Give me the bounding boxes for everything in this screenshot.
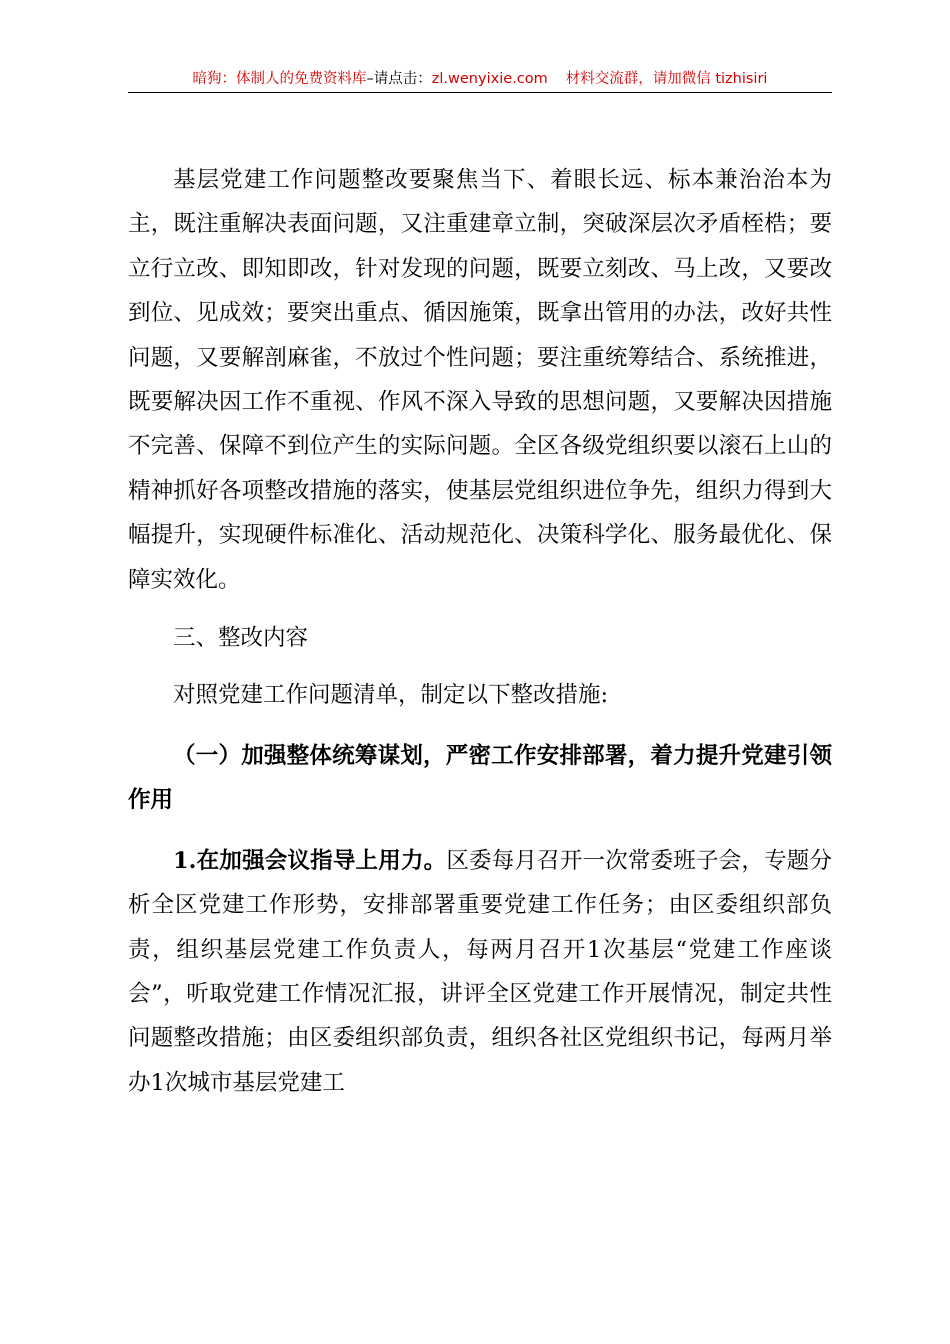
header-url-link[interactable]: zl.wenyixie.com xyxy=(431,71,548,87)
page-header xyxy=(128,66,832,93)
section-heading: 三、整改内容 xyxy=(173,625,309,652)
item-1-text: 区委每月召开一次常委班子会，专题分析全区党建工作形势，安排部署重要党建工作任务；由区委组织部负责，组织基层党建工作负责人，每两月召开1次基层“党建工作座谈会”，听取党建工作情况汇报，讲评全区党建工作开展情况，制定共性问题整改措施；由区委组织部负责，组织各社区党组织书记，每两月举办1次城市基层党建工 xyxy=(128,847,832,1096)
paragraph-rectification-principles: 基层党建工作问题整改要聚焦当下、着眼长远、标本兼治治本为主，既注重解决表面问题，又注重建章立制，突破深层次矛盾桎梏；要立行立改、即知即改，针对发现的问题，既要立刻改、马上改，又要改到位、见成效；要突出重点、循因施策，既拿出管用的办法，改好共性问题，又要解剖麻雀，不放过个性问题；要注重统筹结合、系统推进，既要解决因工作不重视、作风不深入导致的思想问题，又要解决因措施不完善、保障不到位产生的实际问题。全区各级党组织要以滚石上山的精神抓好各项整改措施的落实，使基层党组织进位争先，组织力得到大幅提升，实现硬件标准化、活动规范化、决策科学化、服务最优化、保障实效化。 xyxy=(128,167,832,593)
header-wechat: 材料交流群，请加微信 tizhisiri xyxy=(565,71,768,87)
item-1-lead: 1.在加强会议指导上用力。 xyxy=(173,847,447,874)
section-intro: 对照党建工作问题清单，制定以下整改措施: xyxy=(173,682,609,709)
header-brand: 暗狗：体制人的免费资料库 xyxy=(192,71,367,87)
paragraph-item-1 xyxy=(128,839,832,1105)
document-body xyxy=(128,158,832,1105)
header-link-prompt: –请点击： xyxy=(366,71,432,87)
subsection-heading: （一）加强整体统筹谋划，严密工作安排部署，着力提升党建引领作用 xyxy=(128,742,832,814)
